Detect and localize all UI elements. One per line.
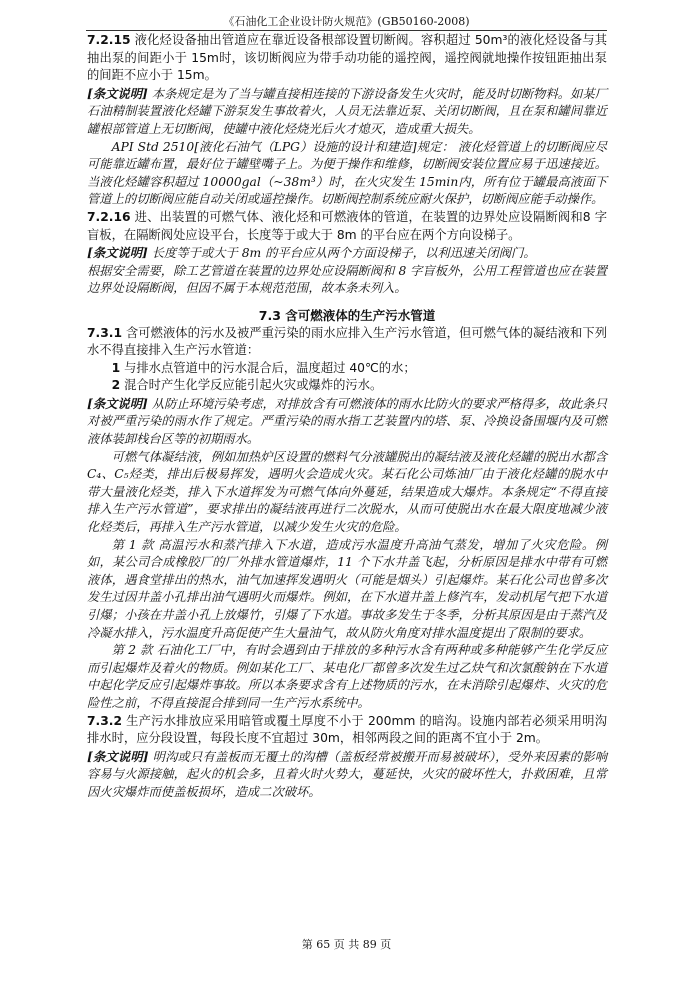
clause-text: 生产污水排放应采用暗管或覆土厚度不小于 200mm 的暗沟。设施内部若必须采用明沟排水时，应分段设置，每段长度不宜超过 30m，相邻两段之间的距离不宜小于 2m。 bbox=[87, 713, 607, 746]
list-item bbox=[87, 360, 607, 378]
explanation-label: [条文说明] bbox=[87, 748, 149, 764]
list-item bbox=[87, 377, 607, 395]
clause-7-3-1 bbox=[87, 325, 607, 360]
clause-number: 7.2.15 bbox=[87, 33, 131, 47]
clause-number: 7.2.16 bbox=[87, 209, 131, 224]
explanation-text: 明沟或只有盖板而无覆土的沟槽（盖板经常被搬开而易被破坏），受外来因素的影响容易与火源接触，起火的机会多，且着火时火势大，蔓延快，火灾的破坏性大，扑救困难，且常因火灾爆炸而使盖板损坏，造成二次破坏。 bbox=[87, 749, 607, 799]
page-header: 《石油化工企业设计防火规范》(GB50160-2008) bbox=[223, 15, 470, 28]
explanation-item-2: 第 2 款 石油化工厂中，有时会遇到由于排放的多种污水含有两种或多种能够产生化学反应而引起爆炸及着火的物质。例如某化工厂、某电化厂都曾多次发生过乙炔气和次氯酸钠在下水道中起化学反应引起爆炸事故。所以本条要求含有上述物质的污水，在未消除引起爆炸、火灾的危险性之前，不得直接混合排到同一生产污水系统中。 bbox=[87, 643, 607, 710]
explanation-condensate: 可燃气体凝结液，例如加热炉区设置的燃料气分液罐脱出的凝结液及液化烃罐的脱出水都含C₄、C₅烃类，排出后极易挥发，遇明火会造成火灾。某石化公司炼油厂由于液化烃罐的脱水中带大量液化烃类，排入下水道挥发为可燃气体向外蔓延，结果造成大爆炸。本条规定“不得直接排入生产污水管道”，要求排出的凝结液再进行二次脱水，从而可使脱出水在最大限度地减少液化烃类后，再排入生产污水管道，以减少发生火灾的危险。 bbox=[87, 449, 607, 535]
header-rule bbox=[86, 30, 607, 31]
page-body bbox=[87, 32, 607, 802]
item-number: 1 bbox=[111, 360, 121, 375]
explanation-label: [条文说明] bbox=[87, 395, 148, 411]
clause-text: 含可燃液体的污水及被严重污染的雨水应排入生产污水管道，但可燃气体的凝结液和下列水不得直接排入生产污水管道： bbox=[87, 325, 607, 358]
clause-7-2-15 bbox=[87, 32, 607, 85]
explanation-7-2-16-cont: 根据安全需要，除工艺管道在装置的边界处应设隔断阀和 8 字盲板外，公用工程管道也应在装置边界处设隔断阀，但因不属于本规范范围，故本条未列入。 bbox=[87, 263, 607, 296]
explanation-label: [条文说明] bbox=[87, 85, 148, 101]
explanation-7-3-2 bbox=[87, 748, 607, 802]
explanation-7-3-1 bbox=[87, 395, 607, 449]
explanation-text: 从防止环境污染考虑，对排放含有可燃液体的雨水比防火的要求严格得多，故此条只对被严重污染的雨水作了规定。严重污染的雨水指工艺装置内的塔、泵、冷换设备围堰内及可燃液体装卸栈台区等的初期雨水。 bbox=[87, 396, 607, 447]
explanation-text: 长度等于或大于 8m 的平台应从两个方面设梯子，以利迅速关闭阀门。 bbox=[147, 246, 536, 261]
explanation-api-std: API Std 2510[液化石油气（LPG）设施的设计和建造]规定： 液化烃管道上的切断阀应尽可能靠近罐布置，最好位于罐壁嘴子上。为便于操作和维修，切断阀安装位置应易于迅速接近。当液化烃罐容积超过 10000gal（~38m³）时，在火灾发生 15min内，所有位于罐最高液面下管道上的切断阀应能自动关闭或遥控操作。切断阀控制系统应耐火保护，切断阀应能手动操作。 bbox=[87, 139, 607, 207]
explanation-item-1: 第 1 款 高温污水和蒸汽排入下水道，造成污水温度升高油气蒸发，增加了火灾危险。例如，某公司合成橡胶厂的厂外排水管道爆炸，11 个下水井盖飞起，分析原因是排水中带有可燃液体，遇食堂排出的热水，油气加速挥发遇明火（可能是烟头）引起爆炸。某石化公司也曾多次发生过因井盖小孔排出油气遇明火而爆炸。例如，在下水道井盖上修汽车，发动机尾气把下水道引爆；小孩在井盖小孔上放爆竹，引爆了下水道。事故多发生于冬季，分析其原因是由于蒸汽及冷凝水排入，污水温度升高促使产生大量油气，故从防火角度对排水温度提出了限制的要求。 bbox=[87, 537, 607, 640]
explanation-label: [条文说明] bbox=[87, 245, 148, 261]
clause-7-3-2 bbox=[87, 713, 607, 748]
clause-7-2-16 bbox=[87, 209, 607, 244]
item-number: 2 bbox=[111, 378, 121, 393]
explanation-text: 本条规定是为了当与罐直接相连接的下游设备发生火灾时，能及时切断物料。如某厂石油精制装置液化烃罐下游泵发生事故着火，人员无法靠近泵、关闭切断阀，且在泵和罐间靠近罐根部管道上无切断阀，使罐中液化烃烧光后火才熄灭，造成重大损失。 bbox=[87, 86, 607, 136]
explanation-7-2-16 bbox=[87, 244, 607, 263]
explanation-7-2-15 bbox=[87, 85, 607, 139]
clause-text: 进、出装置的可燃气体、液化烃和可燃液体的管道，在装置的边界处应设隔断阀和8 字盲板，在隔断阀处应设平台，长度等于或大于 8m 的平台应在两个方向设梯子。 bbox=[87, 209, 607, 242]
page-footer: 第 65 页 共 89 页 bbox=[301, 938, 392, 951]
clause-text: 液化烃设备抽出管道应在靠近设备根部设置切断阀。容积超过 50m³的液化烃设备与其抽出泵的间距小于 15m时，该切断阀应为带手动功能的遥控阀，遥控阀就地操作按钮距抽出泵的间距不应小于 15m。 bbox=[87, 33, 607, 83]
clause-number: 7.3.1 bbox=[87, 325, 123, 340]
item-text: 混合时产生化学反应能引起火灾或爆炸的污水。 bbox=[120, 378, 383, 393]
clause-number: 7.3.2 bbox=[87, 713, 123, 728]
section-title: 7.3 含可燃液体的生产污水管道 bbox=[258, 307, 436, 323]
item-text: 与排水点管道中的污水混合后，温度超过 40℃的水； bbox=[120, 360, 416, 375]
